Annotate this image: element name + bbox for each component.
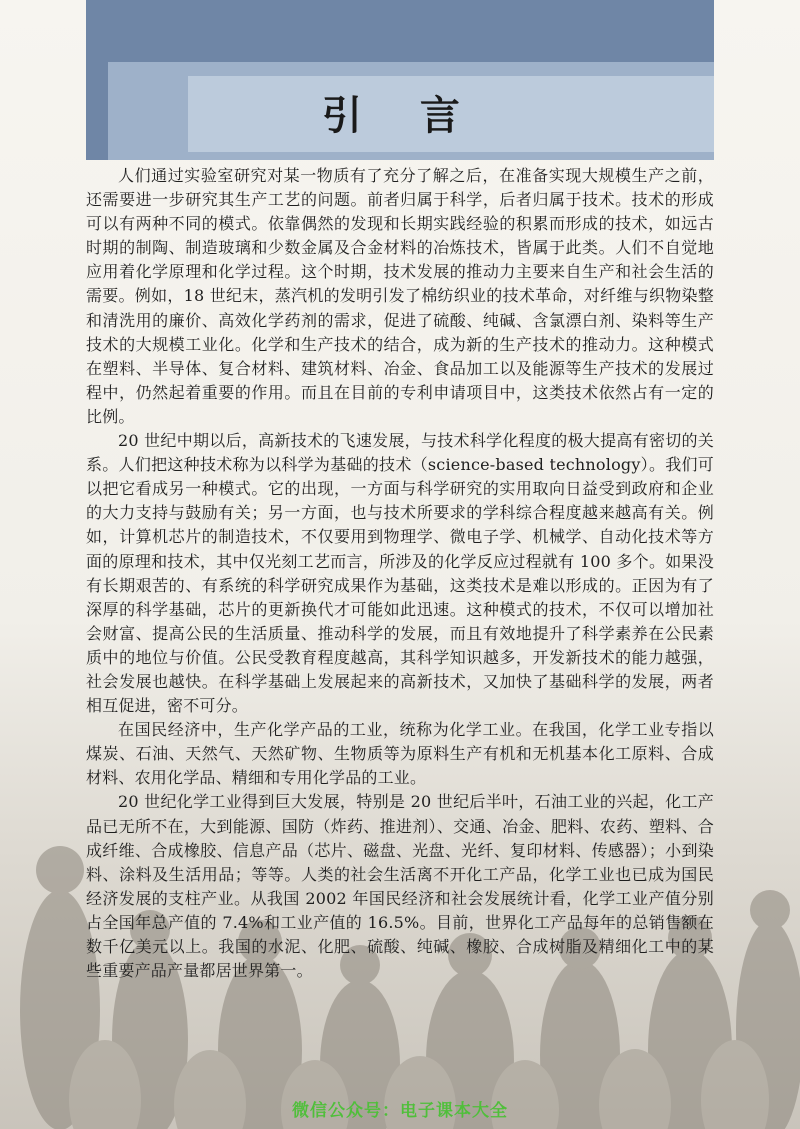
paragraph-2: 20 世纪中期以后，高新技术的飞速发展，与技术科学化程度的极大提高有密切的关系。人们把这种技术称为以科学为基础的技术（science-based technology）。我们可以把它看成另一种模式。它的出现，一方面与科学研究的实用取向日益受到政府和企业的大力支持与鼓励有关；另一方面，也与技术所要求的学科综合程度越来越高有关。例如，计算机芯片的制造技术，不仅要用到物理学、微电子学、机械学、自动化技术等方面的原理和技术，其中仅光刻工艺而言，所涉及的化学反应过程就有 100 多个。如果没有长期艰苦的、有系统的科学研究成果作为基础，这类技术是难以形成的。正因为有了深厚的科学基础，芯片的更新换代才可能如此迅速。这种模式的技术，不仅可以增加社会财富、提高公民的生活质量、推动科学的发展，而且有效地提升了科学素养在公民素质中的地位与价值。公民受教育程度越高，其科学知识越多，开发新技术的能力越强，社会发展也越快。在科学基础上发展起来的高新技术，又加快了基础科学的发展，两者相互促进，密不可分。	[86, 431, 714, 716]
paragraph-4: 20 世纪化学工业得到巨大发展，特别是 20 世纪后半叶，石油工业的兴起，化工产品已无所不在，大到能源、国防（炸药、推进剂）、交通、冶金、肥料、农药、塑料、合成纤维、合成橡胶、信息产品（芯片、磁盘、光盘、光纤、复印材料、传感器）；小到染料、涂料及生活用品；等等。人类的社会生活离不开化工产品，化学工业也已成为国民经济发展的支柱产业。从我国 2002 年国民经济和社会发展统计看，化学工业产值分别占全国年总产值的 7.4%和工业产值的 16.5%。目前，世界化工产品每年的总销售额在数千亿美元以上。我国的水泥、化肥、硫酸、纯碱、橡胶、合成树脂及精细化工中的某些重要产品产量都居世界第一。	[86, 792, 714, 981]
paragraph-1: 人们通过实验室研究对某一物质有了充分了解之后，在准备实现大规模生产之前，还需要进一步研究其生产工艺的问题。前者归属于科学，后者归属于技术。技术的形成可以有两种不同的模式。依靠偶然的发现和长期实践经验的积累而形成的技术，如远古时期的制陶、制造玻璃和少数金属及合金材料的冶炼技术，皆属于此类。人们不自觉地应用着化学原理和化学过程。这个时期，技术发展的推动力主要来自生产和社会生活的需要。例如，18 世纪末，蒸汽机的发明引发了棉纺织业的技术革命，对纤维与织物染整和清洗用的廉价、高效化学药剂的需求，促进了硫酸、纯碱、含氯漂白剂、染料等生产技术的大规模工业化。化学和生产技术的结合，成为新的生产技术的推动力。这种模式在塑料、半导体、复合材料、建筑材料、冶金、食品加工以及能源等生产技术的发展过程中，仍然起着重要的作用。而且在目前的专利申请项目中，这类技术依然占有一定的比例。	[86, 166, 714, 426]
header-inner-band	[108, 62, 714, 160]
body-text	[86, 164, 714, 983]
header-title-box	[188, 76, 714, 152]
footer-watermark: 微信公众号：电子课本大全	[292, 1101, 508, 1121]
page-title: 引 言	[322, 92, 482, 139]
header-band	[86, 0, 714, 160]
paragraph-3: 在国民经济中，生产化学产品的工业，统称为化学工业。在我国，化学工业专指以煤炭、石油、天然气、天然矿物、生物质等为原料生产有机和无机基本化工原料、合成材料、农用化学品、精细和专用化学品的工业。	[86, 720, 714, 788]
